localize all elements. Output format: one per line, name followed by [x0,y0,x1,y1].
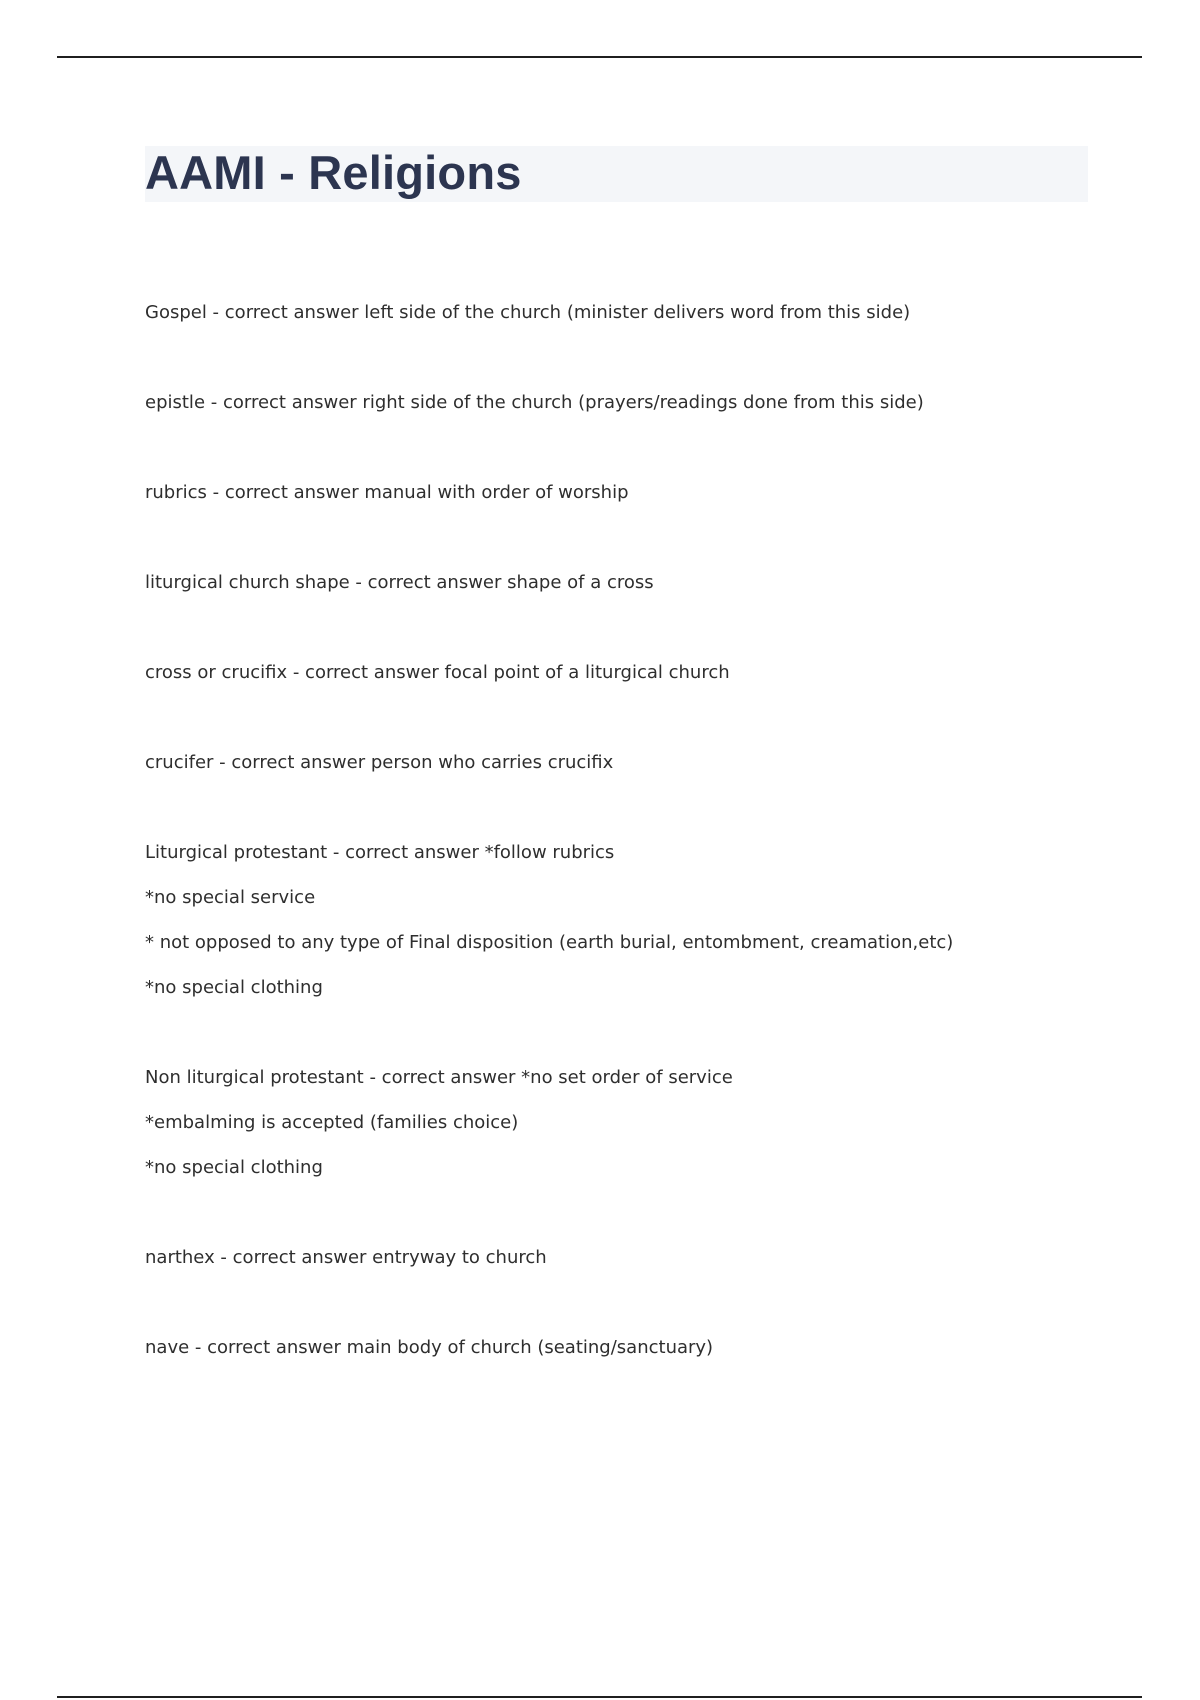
entry-list [145,290,1105,1415]
entry-line: *no special clothing [145,977,323,998]
entry-cross-or-crucifix [145,650,1105,695]
entry-line: crucifer - correct answer person who carries crucifix [145,752,614,773]
entry-rubrics [145,470,1105,515]
entry-narthex [145,1235,1105,1280]
entry-line: Gospel - correct answer left side of the church (minister delivers word from this side) [145,302,911,323]
entry-non-liturgical-protestant [145,1055,1105,1190]
entry-line: liturgical church shape - correct answer shape of a cross [145,572,654,593]
entry-line: * not opposed to any type of Final disposition (earth burial, entombment, creamation,etc) [145,932,954,953]
entry-line: nave - correct answer main body of church (seating/sanctuary) [145,1337,714,1358]
entry-line: epistle - correct answer right side of the church (prayers/readings done from this side) [145,392,924,413]
entry-crucifer [145,740,1105,785]
entry-line: narthex - correct answer entryway to church [145,1247,547,1268]
footer-rule [57,1696,1142,1698]
entry-line: rubrics - correct answer manual with order of worship [145,482,629,503]
entry-line: cross or crucifix - correct answer focal point of a liturgical church [145,662,730,683]
entry-liturgical-protestant [145,830,1105,1010]
entry-nave [145,1325,1105,1370]
header-rule [57,56,1142,58]
entry-liturgical-church-shape [145,560,1105,605]
entry-gospel [145,290,1105,335]
entry-line: *no special clothing [145,1157,323,1178]
entry-line: *embalming is accepted (families choice) [145,1112,519,1133]
entry-epistle [145,380,1105,425]
entry-line: *no special service [145,887,316,908]
entry-line: Liturgical protestant - correct answer *follow rubrics [145,842,615,863]
entry-line: Non liturgical protestant - correct answer *no set order of service [145,1067,733,1088]
page-title: AAMI - Religions [145,146,522,199]
